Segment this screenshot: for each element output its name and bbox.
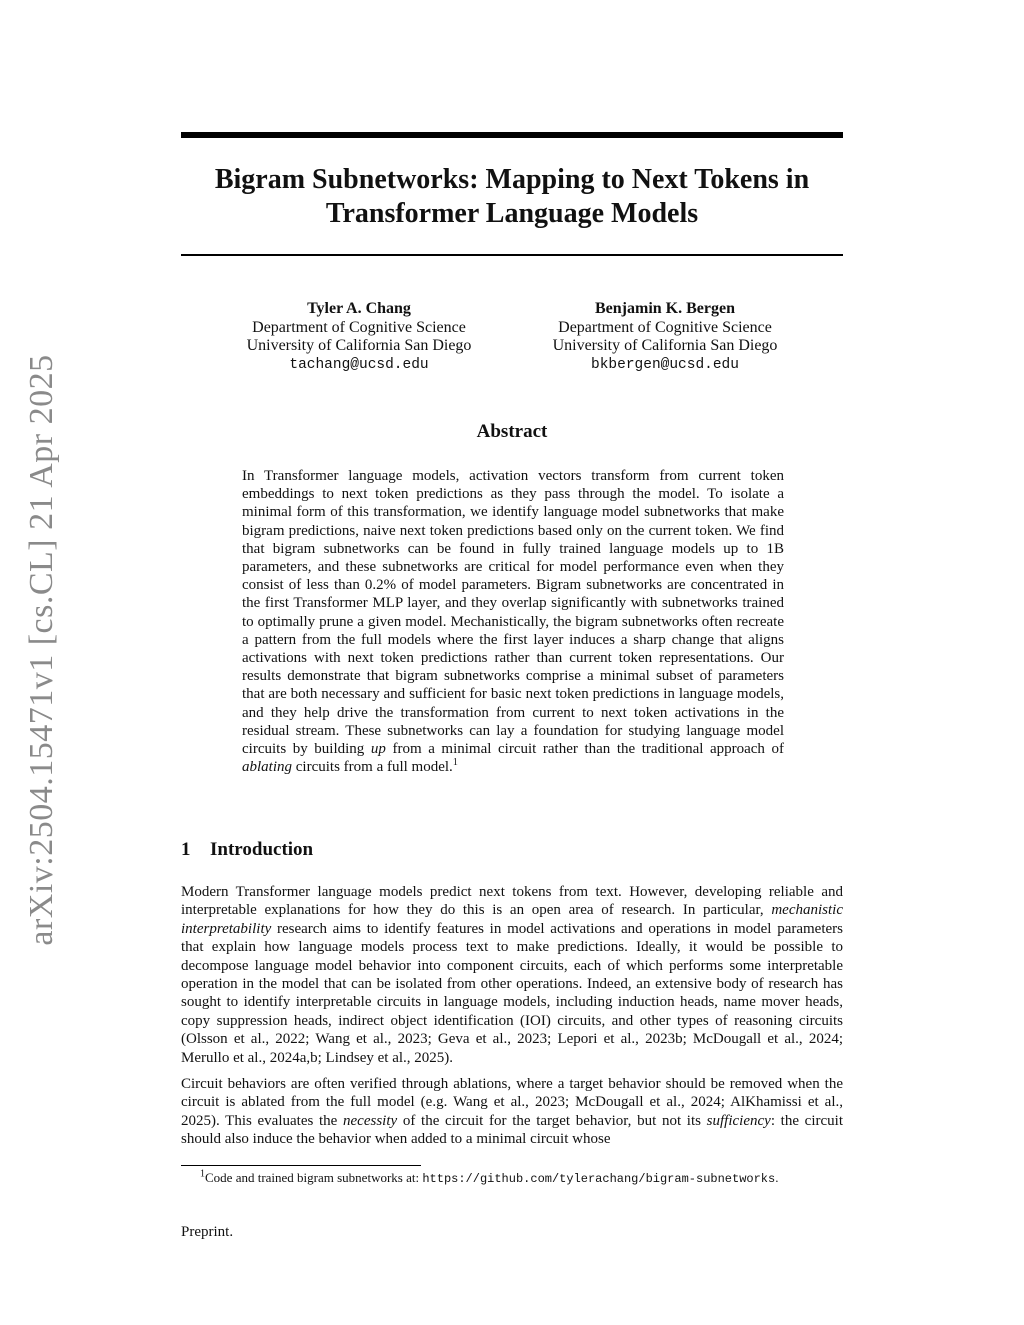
author-email: bkbergen@ucsd.edu xyxy=(591,356,739,373)
paragraph-text: of the circuit for the target behavior, but not its xyxy=(397,1112,707,1129)
abstract-emphasis-ablating: ablating xyxy=(242,759,293,776)
preprint-label: Preprint. xyxy=(181,1224,234,1240)
section-title: Introduction xyxy=(210,839,314,860)
author-name: Tyler A. Chang xyxy=(307,300,411,317)
footnote xyxy=(200,1170,860,1187)
abstract-body xyxy=(242,467,784,776)
author-block-1 xyxy=(209,300,509,374)
abstract-emphasis-up: up xyxy=(370,741,386,758)
section-heading-introduction xyxy=(181,839,313,861)
author-institution: University of California San Diego xyxy=(246,337,472,354)
footnote-text: Code and trained bigram subnetworks at: xyxy=(205,1170,423,1185)
footnote-marker: 1 xyxy=(452,757,458,769)
abstract-text: In Transformer language models, activation vectors transform from current token embeddings to next token predictions as they pass through the model. To isolate a minimal form of this transformation, we identify language model subnetworks that make bigram predictions, naive next token predictions based only on the current token. We find that bigram subnetworks can be found in fully trained language models up to 1B parameters, and these subnetworks are critical for model performance even when they consist of less than 0.2% of model parameters. Bigram subnetworks are concentrated in the first Transformer MLP layer, and they overlap significantly with subnetworks trained to optimally prune a given model. Mechanistically, the bigram subnetworks often recreate a pattern from the full models where the first layer induces a sharp change that aligns activations with next token predictions rather than current token representations. Our results demonstrate that bigram subnetworks comprise a minimal subset of parameters that are both necessary and sufficient for basic next token predictions in language models, and they help drive the transformation from current to next token activations in the residual stream. These subnetworks can lay a foundation for studying language model circuits by building xyxy=(242,468,784,758)
introduction-paragraph-2 xyxy=(181,1075,843,1149)
author-email: tachang@ucsd.edu xyxy=(289,356,429,373)
emphasis-term: mechanistic interpretability xyxy=(181,902,843,937)
paragraph-text: research aims to identify features in model activations and operations in model parameters that explain how language models process text to make predictions. Ideally, it would be possible to decompose language model behavior into component circuits, each of which performs some interpretable operation in the model that can be isolated from other operations. Indeed, an extensive body of research has sought to identify interpretable circuits in language models, including induction heads, name mover heads, copy suppression heads, indirect object identification (IOI) circuits, and other types of reasoning circuits (Olsson et al., 2022; Wang et al., 2023; Geva et al., 2023; Lepori et al., 2023b; McDougall et al., 2024; Merullo et al., 2024a,b; Lindsey et al., 2025). xyxy=(181,920,843,1066)
author-department: Department of Cognitive Science xyxy=(252,318,466,336)
author-department: Department of Cognitive Science xyxy=(558,318,772,336)
paragraph-text: Circuit behaviors are often verified through ablations, where a target behavior should be removed when the circuit is ablated from the full model (e.g. Wang et al., 2023; McDougall et al., 2024; AlKhamissi et al., 2025). This evaluates the xyxy=(181,1076,843,1129)
author-block-2 xyxy=(515,300,815,374)
footnote-number: 1 xyxy=(200,1168,205,1180)
abstract-heading: Abstract xyxy=(476,421,548,442)
arxiv-identifier-stamp: arXiv:2504.15471v1 [cs.CL] 21 Apr 2025 xyxy=(23,354,60,946)
title-top-rule xyxy=(181,132,843,138)
footnote-end: . xyxy=(775,1170,779,1185)
author-institution: University of California San Diego xyxy=(552,337,778,354)
footnote-rule xyxy=(181,1165,421,1166)
abstract-text: from a minimal circuit rather than the traditional approach of xyxy=(385,741,785,758)
abstract-text: circuits from a full model. xyxy=(292,759,453,776)
emphasis-term: necessity xyxy=(343,1112,398,1129)
paragraph-text: : the circuit should also induce the behavior when added to a minimal circuit whose xyxy=(181,1112,843,1148)
paragraph-text: Modern Transformer language models predict next tokens from text. However, developing reliable and interpretable explanations for how they do this is an open area of research. In particular, xyxy=(181,884,843,919)
author-name: Benjamin K. Bergen xyxy=(595,300,735,317)
section-number: 1 xyxy=(181,839,191,860)
title-bottom-rule xyxy=(181,254,843,256)
introduction-paragraph-1 xyxy=(181,883,843,1067)
paper-title: Bigram Subnetworks: Mapping to Next Tokens in Transformer Language Models xyxy=(214,164,810,229)
emphasis-term: sufficiency xyxy=(706,1112,771,1129)
footnote-link[interactable]: https://github.com/tylerachang/bigram-subnetworks xyxy=(422,1172,776,1186)
